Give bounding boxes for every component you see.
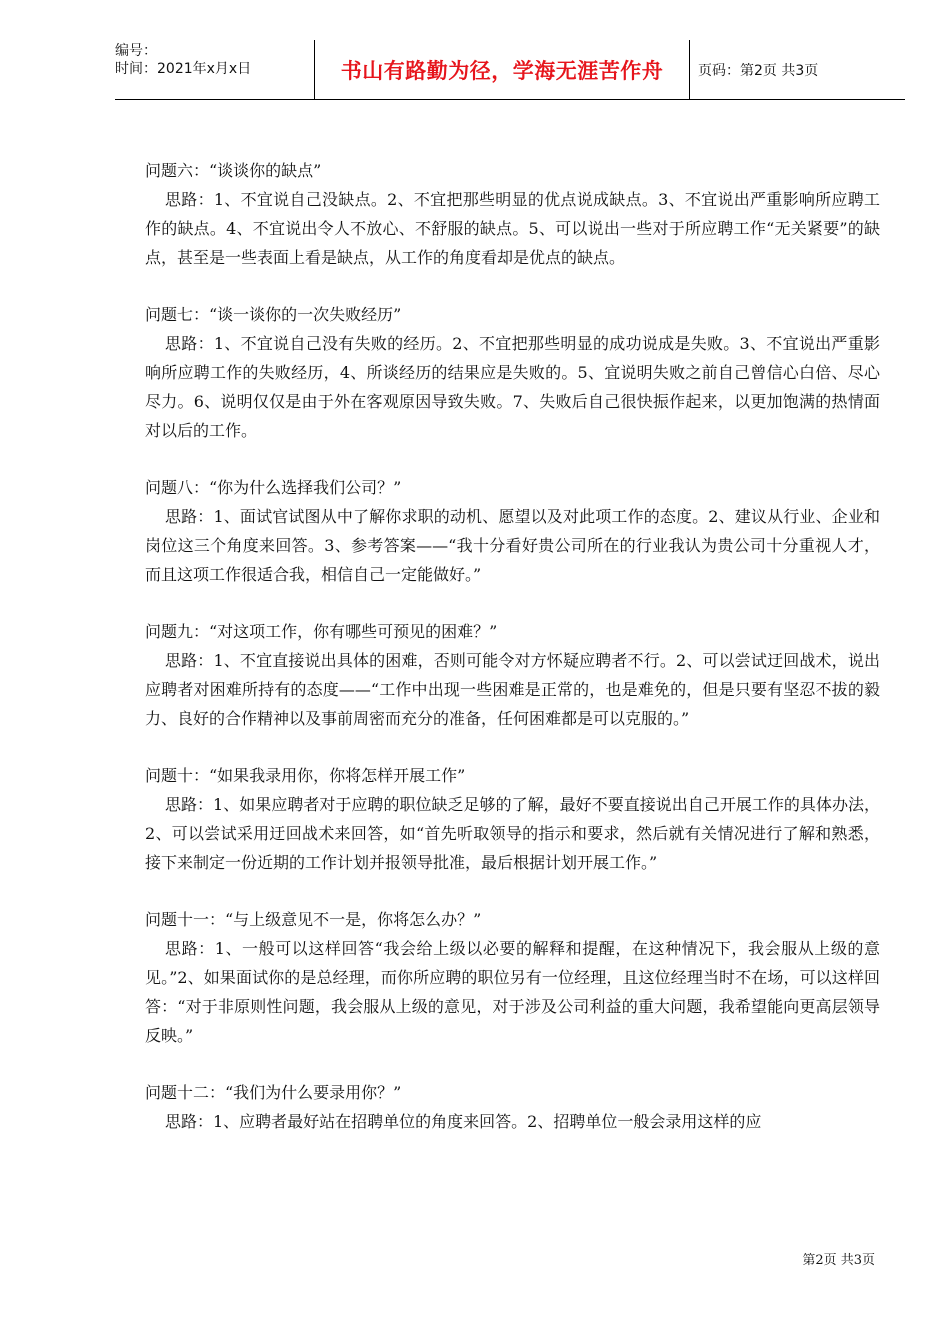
document-number: 编号：: [115, 43, 157, 59]
question-title: 问题十：“如果我录用你，你将怎样开展工作”: [145, 766, 466, 785]
page-header: [115, 40, 905, 100]
header-motto-cell: [315, 40, 690, 99]
question-section: [145, 761, 880, 877]
answer-text: 思路：1、应聘者最好站在招聘单位的角度来回答。2、招聘单位一般会录用这样的应: [165, 1112, 762, 1131]
question-section: [145, 1078, 880, 1136]
answer-text: 思路：1、一般可以这样回答“我会给上级以必要的解释和提醒，在这种情况下，我会服从上级的意见。”2、如果面试你的是总经理，而你所应聘的职位另有一位经理，且这位经理当时不在场，可以这样回答：“对于非原则性问题，我会服从上级的意见，对于涉及公司利益的重大问题，我希望能向更高层领导反映。”: [145, 939, 880, 1045]
header-page-cell: [690, 40, 905, 99]
answer-text: 思路：1、不宜直接说出具体的困难，否则可能令对方怀疑应聘者不行。2、可以尝试迂回战术，说出应聘者对困难所持有的态度——“工作中出现一些困难是正常的，也是难免的，但是只要有坚忍不拔的毅力、良好的合作精神以及事前周密而充分的准备，任何困难都是可以克服的。”: [145, 651, 880, 728]
question-title: 问题六：“谈谈你的缺点”: [145, 161, 322, 180]
page-footer: 第2页 共3页: [802, 1253, 875, 1268]
document-body: [145, 156, 880, 1164]
answer-text: 思路：1、面试官试图从中了解你求职的动机、愿望以及对此项工作的态度。2、建议从行业、企业和岗位这三个角度来回答。3、参考答案——“我十分看好贵公司所在的行业我认为贵公司十分重视人才，而且这项工作很适合我，相信自己一定能做好。”: [145, 507, 880, 584]
answer-text: 思路：1、如果应聘者对于应聘的职位缺乏足够的了解，最好不要直接说出自己开展工作的具体办法，2、可以尝试采用迂回战术来回答，如“首先听取领导的指示和要求，然后就有关情况进行了解和熟悉，接下来制定一份近期的工作计划并报领导批准，最后根据计划开展工作。”: [145, 795, 880, 872]
question-section: [145, 300, 880, 445]
document-time: 时间：2021年x月x日: [115, 61, 252, 77]
header-page-number: 页码：第2页 共3页: [698, 62, 819, 79]
answer-text: 思路：1、不宜说自己没有失败的经历。2、不宜把那些明显的成功说成是失败。3、不宜说出严重影响所应聘工作的失败经历，4、所谈经历的结果应是失败的。5、宜说明失败之前自己曾信心白倍、尽心尽力。6、说明仅仅是由于外在客观原因导致失败。7、失败后自己很快振作起来，以更加饱满的热情面对以后的工作。: [145, 334, 880, 440]
header-meta: [115, 40, 315, 99]
question-title: 问题十一：“与上级意见不一是，你将怎么办？”: [145, 910, 482, 929]
question-section: [145, 617, 880, 733]
answer-text: 思路：1、不宜说自己没缺点。2、不宜把那些明显的优点说成缺点。3、不宜说出严重影响所应聘工作的缺点。4、不宜说出令人不放心、不舒服的缺点。5、可以说出一些对于所应聘工作“无关紧要”的缺点，甚至是一些表面上看是缺点，从工作的角度看却是优点的缺点。: [145, 190, 880, 267]
question-title: 问题八：“你为什么选择我们公司？”: [145, 478, 402, 497]
question-title: 问题十二：“我们为什么要录用你？”: [145, 1083, 402, 1102]
question-section: [145, 156, 880, 272]
question-title: 问题九：“对这项工作，你有哪些可预见的困难？”: [145, 622, 498, 641]
question-section: [145, 905, 880, 1050]
question-title: 问题七：“谈一谈你的一次失败经历”: [145, 305, 402, 324]
question-section: [145, 473, 880, 589]
header-motto: 书山有路勤为径，学海无涯苦作舟: [340, 57, 664, 83]
